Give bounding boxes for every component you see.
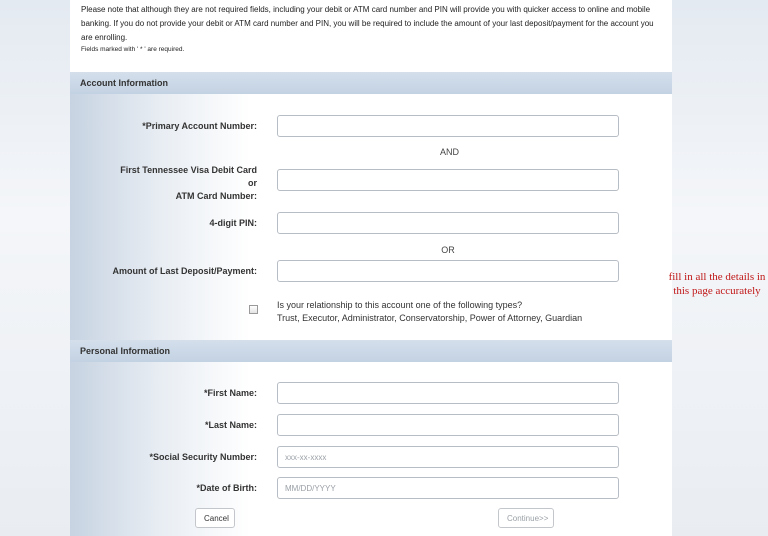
- last-deposit-input[interactable]: [277, 260, 619, 282]
- debit-card-label-line3: ATM Card Number:: [175, 191, 257, 201]
- last-deposit-label: Amount of Last Deposit/Payment:: [112, 266, 257, 276]
- last-name-label: *Last Name:: [204, 420, 257, 430]
- or-separator: OR: [441, 245, 455, 255]
- annotation-line1: fill in all the details in: [668, 271, 766, 283]
- primary-account-number-input[interactable]: [277, 115, 619, 137]
- dob-label: *Date of Birth:: [196, 483, 257, 493]
- cancel-button[interactable]: Cancel: [195, 508, 235, 528]
- enrollment-notice: [70, 0, 672, 72]
- relationship-question: Is your relationship to this account one of the following types?: [277, 300, 523, 310]
- continue-button[interactable]: Continue>>: [498, 508, 554, 528]
- primary-account-number-label: *Primary Account Number:: [142, 121, 257, 131]
- notice-text: Please note that although they are not required fields, including your debit or ATM card number and PIN will provide you with quicker access to online and mobile banking. If you do not provide your debit or ATM card number and PIN, you will be required to include the amount of your last deposit/payment for the account you are enrolling.: [81, 5, 654, 42]
- debit-card-number-label: [120, 164, 257, 203]
- last-name-input[interactable]: [277, 414, 619, 436]
- dob-input[interactable]: [277, 477, 619, 499]
- debit-card-number-input[interactable]: [277, 169, 619, 191]
- relationship-checkbox[interactable]: [249, 305, 258, 314]
- ssn-label: *Social Security Number:: [149, 452, 257, 462]
- personal-information-header: Personal Information: [70, 340, 672, 362]
- pin-input[interactable]: [277, 212, 619, 234]
- first-name-label: *First Name:: [203, 388, 257, 398]
- debit-card-label-line2: or: [248, 178, 257, 188]
- pin-label: 4-digit PIN:: [209, 218, 257, 228]
- required-fields-note: Fields marked with ' * ' are required.: [81, 46, 185, 53]
- account-information-header: Account Information: [70, 72, 672, 94]
- debit-card-label-line1: First Tennessee Visa Debit Card: [120, 165, 257, 175]
- relationship-types: Trust, Executor, Administrator, Conservatorship, Power of Attorney, Guardian: [277, 313, 583, 323]
- annotation-line2: this page accurately: [673, 285, 761, 297]
- red-annotation-note: [652, 270, 768, 298]
- ssn-input[interactable]: [277, 446, 619, 468]
- first-name-input[interactable]: [277, 382, 619, 404]
- relationship-text: [277, 299, 582, 325]
- and-separator: AND: [440, 147, 460, 157]
